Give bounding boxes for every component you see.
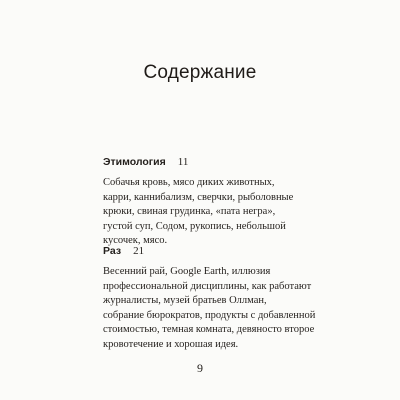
summary-line: Весенний рай, Google Earth, иллюзия (103, 266, 271, 277)
summary-line: собрание бюрократов, продукты с добавленной (103, 309, 316, 321)
summary-line: Собачья кровь, мясо диких животных, (103, 177, 275, 188)
page-title: Содержание (143, 62, 257, 83)
page-number: 9 (197, 361, 203, 375)
toc-entry-page-number: 11 (177, 156, 189, 168)
summary-line: профессиональной дисциплины, как работают (103, 280, 312, 292)
toc-entry-title: Этимология (103, 156, 166, 168)
toc-entry-summary (103, 265, 343, 353)
summary-line: журналисты, музей братьев Оллман, (103, 295, 267, 307)
toc-entry-heading (103, 156, 343, 169)
summary-line: кровотечение и хорошая идея. (103, 338, 239, 350)
toc-entry-etymology (103, 156, 343, 249)
summary-line: крюки, свиная грудинка, «пата негра», (103, 206, 276, 218)
toc-entry-raz (103, 245, 343, 353)
toc-entry-title: Раз (103, 245, 122, 257)
summary-line: кусочек, мясо. (103, 235, 168, 247)
summary-line: карри, каннибализм, сверчки, рыболовные (103, 191, 294, 203)
summary-line: стоимостью, темная комната, девяносто второе (103, 324, 315, 336)
summary-line: густой суп, Содом, рукопись, небольшой (103, 220, 286, 232)
toc-entry-heading (103, 245, 343, 258)
toc-entry-summary (103, 176, 343, 249)
toc-entry-page-number: 21 (133, 245, 145, 257)
